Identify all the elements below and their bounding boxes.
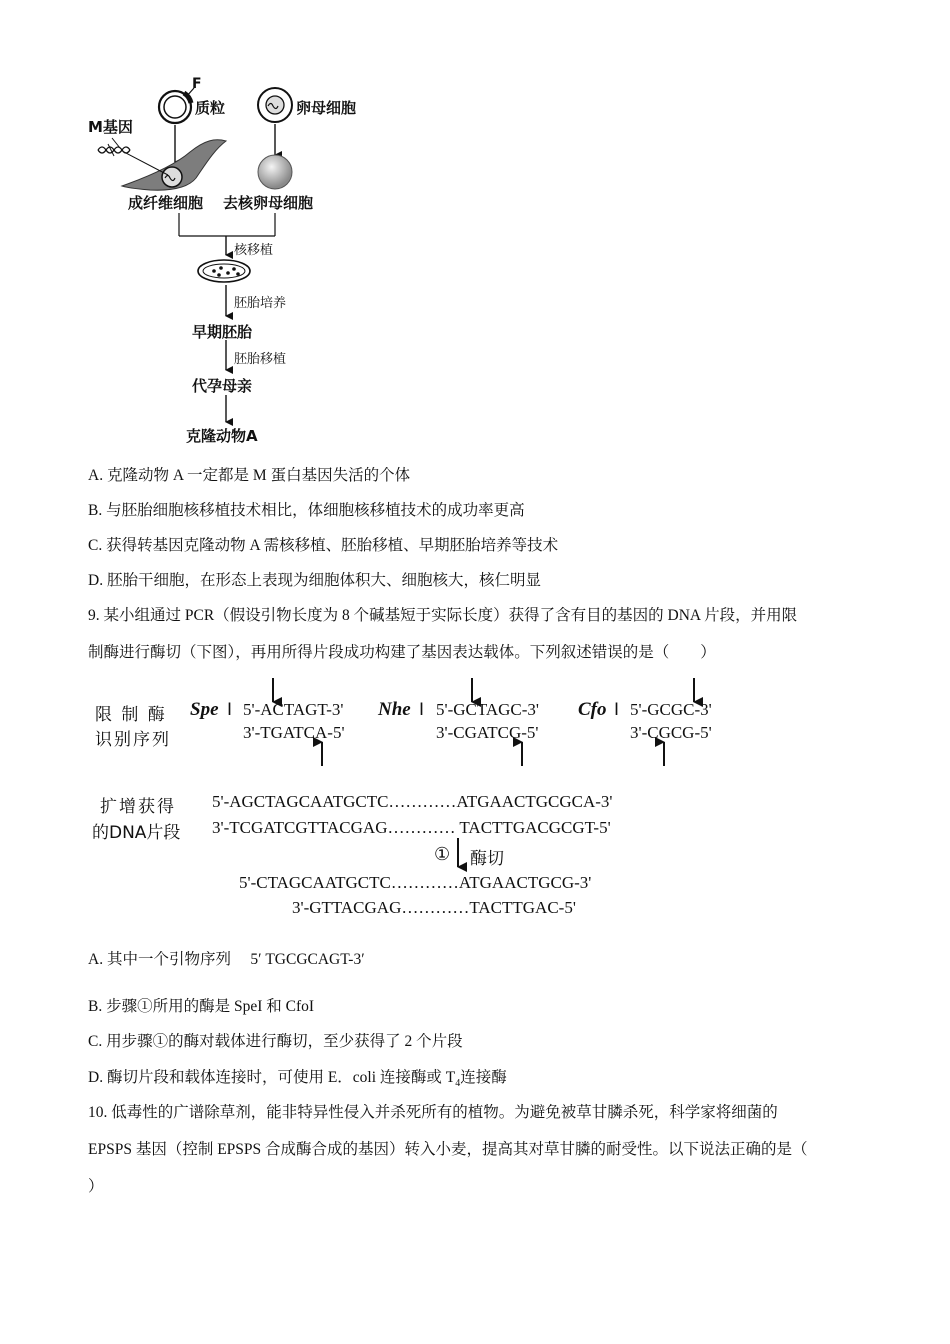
q8-option-c: C. 获得转基因克隆动物 A 需核移植、胚胎移植、早期胚胎培养等技术 — [88, 537, 559, 554]
dna-label-line2: 的DNA片段 — [92, 823, 181, 843]
nhe-top-seq: 5'-GCTAGC-3' — [436, 700, 539, 719]
dna-top-strand: 5'-AGCTAGCAATGCTC…………ATGAACTGCGCA-3' — [212, 792, 613, 811]
step-number: ① — [434, 844, 451, 864]
cut-bottom-strand: 3'-GTTACGAG…………TACTTGAC-5' — [292, 898, 576, 917]
cfo-top-seq: 5'-GCGC-3' — [630, 700, 712, 719]
q9-option-c: C. 用步骤①的酶对载体进行酶切，至少获得了 2 个片段 — [88, 1033, 463, 1050]
early-embryo-label: 早期胚胎 — [192, 323, 253, 341]
surrogate-mother-label: 代孕母亲 — [192, 377, 253, 395]
q8-option-d: D. 胚胎干细胞，在形态上表现为细胞体积大、细胞核大，核仁明显 — [88, 572, 541, 589]
q9-stem-line1: 9. 某小组通过 PCR（假设引物长度为 8 个碱基短于实际长度）获得了含有目的基因的 DNA 片段，并用限 — [88, 607, 798, 624]
enucleated-oocyte-label: 去核卵母细胞 — [223, 194, 314, 212]
nhe-roman: Ⅰ — [419, 700, 425, 719]
nhe-bottom-seq: 3'-CGATCG-5' — [436, 723, 539, 742]
enucleated-oocyte-shape — [258, 155, 292, 189]
cfo-enzyme-name: Cfo — [578, 699, 607, 720]
oocyte-label: 卵母细胞 — [296, 99, 357, 117]
embryo-transfer-label: 胚胎移植 — [234, 352, 287, 367]
q10-stem-line3: ） — [88, 1178, 104, 1195]
spe-bottom-seq: 3'-TGATCA-5' — [243, 723, 345, 742]
nhe-enzyme-name: Nhe — [378, 699, 411, 720]
q10-stem-line1: 10. 低毒性的广谱除草剂，能非特异性侵入并杀死所有的植物。为避免被草甘膦杀死，科学家将细菌的 — [88, 1104, 778, 1121]
plasmid-marker-label: F — [192, 76, 202, 92]
step-label: 酶切 — [470, 849, 504, 869]
q9-option-b: B. 步骤①所用的酶是 SpeI 和 CfoI — [88, 998, 315, 1015]
fibroblast-label: 成纤维细胞 — [128, 194, 204, 212]
q9-stem-line2: 制酶进行酶切（下图），再用所得片段成功构建了基因表达载体。下列叙述错误的是（ ） — [88, 644, 716, 661]
cfo-roman: Ⅰ — [614, 700, 620, 719]
q8-option-b: B. 与胚胎细胞核移植技术相比，体细胞核移植技术的成功率更高 — [88, 502, 525, 519]
dna-bottom-strand: 3'-TCGATCGTTACGAG………… TACTTGACGCGT-5' — [212, 818, 611, 837]
clone-animal-label: 克隆动物A — [186, 427, 258, 445]
cfo-bottom-seq: 3'-CGCG-5' — [630, 723, 712, 742]
q9-option-d — [88, 1068, 507, 1094]
m-gene-label: M基因 — [88, 118, 133, 136]
spe-enzyme-name: Spe — [190, 699, 219, 720]
petri-dish — [198, 260, 250, 282]
spe-roman: Ⅰ — [227, 700, 233, 719]
cut-top-strand: 5'-CTAGCAATGCTC…………ATGAACTGCG-3' — [239, 873, 592, 892]
q9-option-a: A. 其中一个引物序列 5′ TGCGCAGT-3′ — [88, 951, 365, 968]
q8-option-a: A. 克隆动物 A 一定都是 M 蛋白基因失活的个体 — [88, 467, 411, 484]
nuclear-transfer-label: 核移植 — [234, 243, 274, 258]
spe-top-seq: 5'-ACTAGT-3' — [243, 700, 344, 719]
q10-stem-line2: EPSPS 基因（控制 EPSPS 合成酶合成的基因）转入小麦，提高其对草甘膦的耐受性。以下说法正确的是（ — [88, 1141, 808, 1158]
q9-option-d-subscript: 4 — [455, 1078, 461, 1090]
embryo-culture-label: 胚胎培养 — [234, 296, 287, 311]
dna-label-line1: 扩增获得 — [100, 797, 176, 817]
q9-option-d-prefix: D. 酶切片段和载体连接时，可使用 E．coli 连接酶或 T — [88, 1069, 456, 1086]
enzyme-label-line1: 限 制 酶 — [95, 705, 167, 725]
q9-option-d-suffix: 连接酶 — [460, 1069, 507, 1086]
enzyme-label-line2: 识别序列 — [95, 730, 171, 750]
plasmid-label: 质粒 — [195, 99, 226, 117]
